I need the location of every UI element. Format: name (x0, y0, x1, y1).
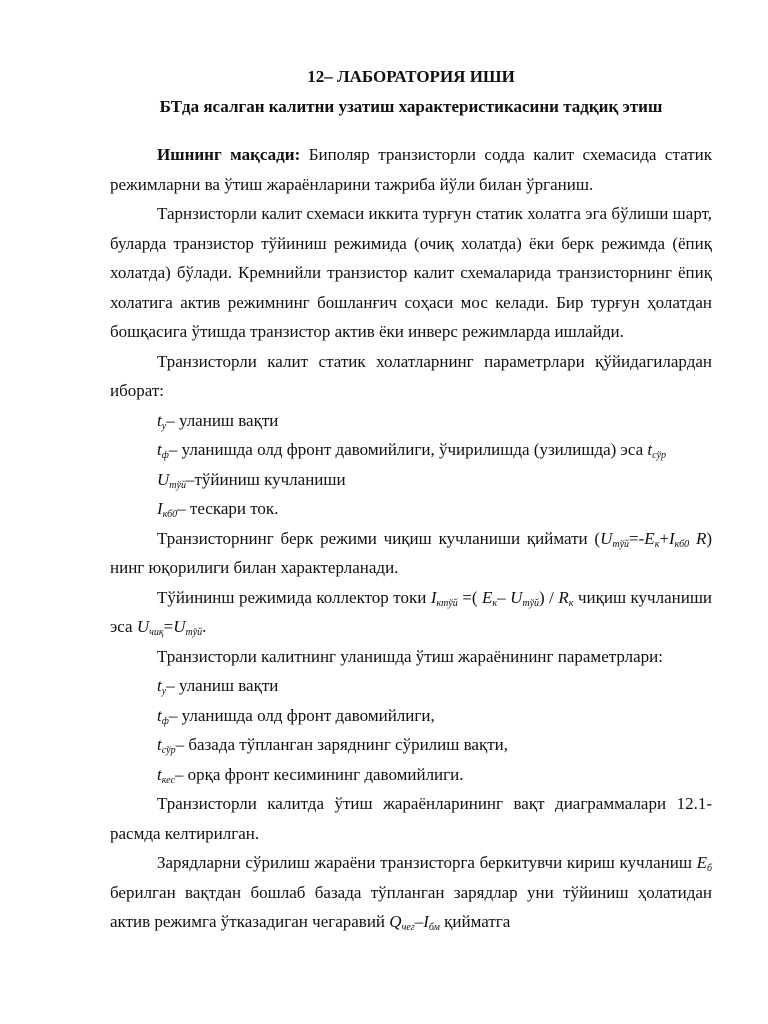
param-text: – базада тўпланган заряднинг сўрилиш вақти, (175, 735, 508, 754)
param-text: – тескари ток. (177, 499, 279, 518)
paragraph-goal (110, 140, 712, 199)
symbol-subscript: к (654, 538, 660, 550)
symbol: t (157, 764, 162, 784)
symbol-subscript: чег (401, 922, 415, 933)
symbol: I (668, 528, 675, 548)
page-subtitle: БТда ясалган калитни узатиш характеристикасини тадқиқ этиш (159, 97, 663, 116)
symbol: I (157, 499, 163, 518)
param-text: – орқа фронт кесимининг давомийлиги. (174, 764, 464, 784)
static-param-usat (110, 465, 712, 495)
symbol: t (157, 410, 162, 430)
param-text: – уланишда олд фронт давомийлиги, ўчирилишда (узилишда) эса (168, 440, 648, 459)
symbol: E (696, 853, 707, 872)
symbol: U (510, 587, 523, 607)
symbol-subscript: сўр (652, 450, 667, 461)
param-text: – уланиш вақти (166, 410, 279, 430)
text: =( (457, 587, 482, 607)
param-text: – уланишда олд фронт давомийлиги, (168, 705, 435, 725)
paragraph-5: Транзисторли калитнинг уланишда ўтиш жараёнининг параметрлари: (157, 646, 663, 666)
text: Тўйининш режимида коллектор токи (157, 587, 431, 607)
symbol-subscript: у (161, 420, 167, 432)
symbol: t (157, 705, 162, 725)
symbol-subscript: б (706, 863, 712, 874)
symbol-subscript: тўй (522, 597, 540, 609)
symbol: t (157, 440, 162, 459)
document-body (110, 140, 712, 937)
symbol-subscript: тўй (185, 627, 203, 638)
static-param-ton (110, 406, 712, 436)
text: + (659, 528, 669, 548)
paragraph-2: Транзисторли калит статик холатларнинг параметрлари қўйидагилардан иборат: (110, 351, 712, 400)
text: = (163, 617, 174, 636)
paragraph-6: Транзисторли калитда ўтиш жараёнларининг вақт диаграммалари 12.1-расмда келтирилган. (110, 794, 712, 843)
symbol-subscript: ктўй (436, 597, 458, 609)
text: . (202, 617, 207, 636)
symbol-subscript: сўр (161, 745, 176, 756)
symbol: U (136, 617, 150, 636)
static-param-tf (110, 435, 712, 465)
symbol: Q (389, 912, 402, 931)
symbol-subscript: кб0 (674, 538, 690, 550)
text: ) / (539, 587, 559, 607)
symbol-subscript: ф (161, 715, 169, 727)
symbol: U (173, 617, 186, 636)
symbol-subscript: к (492, 597, 498, 609)
symbol-subscript: чиқ (149, 627, 164, 638)
symbol-subscript: тўй (169, 479, 186, 491)
static-param-ikb (110, 494, 712, 524)
paragraph-3 (110, 524, 712, 583)
paragraph-4 (110, 583, 712, 642)
symbol: U (600, 528, 613, 548)
text: Транзисторнинг берк режими чиқиш кучланиши қиймати ( (157, 528, 601, 548)
symbol-subscript: тўй (612, 538, 630, 550)
symbol-subscript: к (568, 597, 574, 609)
symbol: R (695, 528, 707, 548)
symbol: t (647, 440, 653, 459)
transition-param-tkes (110, 760, 712, 790)
symbol-subscript: кес (161, 774, 175, 786)
transition-param-tsr (110, 730, 712, 760)
symbol: U (157, 469, 170, 489)
paragraph-1: Тарнзисторли калит схемаси иккита турғун статик холатга эга бўлиши шарт, буларда транзистор тўйиниш режимида (очиқ холатда) ёки берк режимда (ёпиқ холатда) бўлади. Кремнийли транзистор калит схемаларида транзисторнинг ёпиқ холатига актив режимнинг бошланғич соҳаси мос келади. Бир турғун ҳолатдан бошқасига ўтишда транзистор актив ёки инверс режимларда ишлайди. (110, 204, 712, 341)
symbol: t (157, 735, 162, 754)
text: ) нинг юқорилиги билан характерланади. (110, 528, 712, 577)
goal-text: Биполяр транзисторли содда калит схемасида статик режимларни ва ўтиш жараёнларини тажриба йўли билан ўрганиш. (110, 145, 712, 194)
symbol: I (430, 587, 437, 607)
transition-param-ton (110, 671, 712, 701)
symbol-subscript: ф (161, 450, 169, 461)
symbol: E (644, 528, 655, 548)
text: =- (629, 528, 645, 548)
symbol-subscript: бм (428, 922, 440, 933)
symbol: t (157, 676, 162, 695)
symbol-subscript: кб0 (162, 509, 178, 520)
goal-label: Ишнинг мақсади: (157, 145, 301, 164)
paragraph-7 (110, 848, 712, 937)
param-text: – уланиш вақти (166, 676, 279, 695)
text: – (497, 587, 511, 607)
text: Зарядларни сўрилиш жараёни транзисторга беркитувчи кириш кучланиш (157, 853, 697, 872)
text: берилган вақтдан бошлаб базада тўпланган зарядлар уни тўйиниш ҳолатидан актив режимга ўтказадиган чегаравий (110, 882, 712, 931)
transition-param-tf (110, 701, 712, 731)
text: чиқиш кучланиши эса (110, 587, 713, 636)
symbol: R (558, 587, 569, 607)
symbol-subscript: у (161, 686, 167, 697)
symbol: E (481, 587, 493, 607)
text: қийматга (439, 912, 511, 931)
symbol: I (423, 912, 429, 931)
text: – (414, 912, 424, 931)
page-title: 12– ЛАБОРАТОРИЯ ИШИ (307, 67, 515, 86)
param-text: –тўйиниш кучланиши (185, 469, 346, 489)
